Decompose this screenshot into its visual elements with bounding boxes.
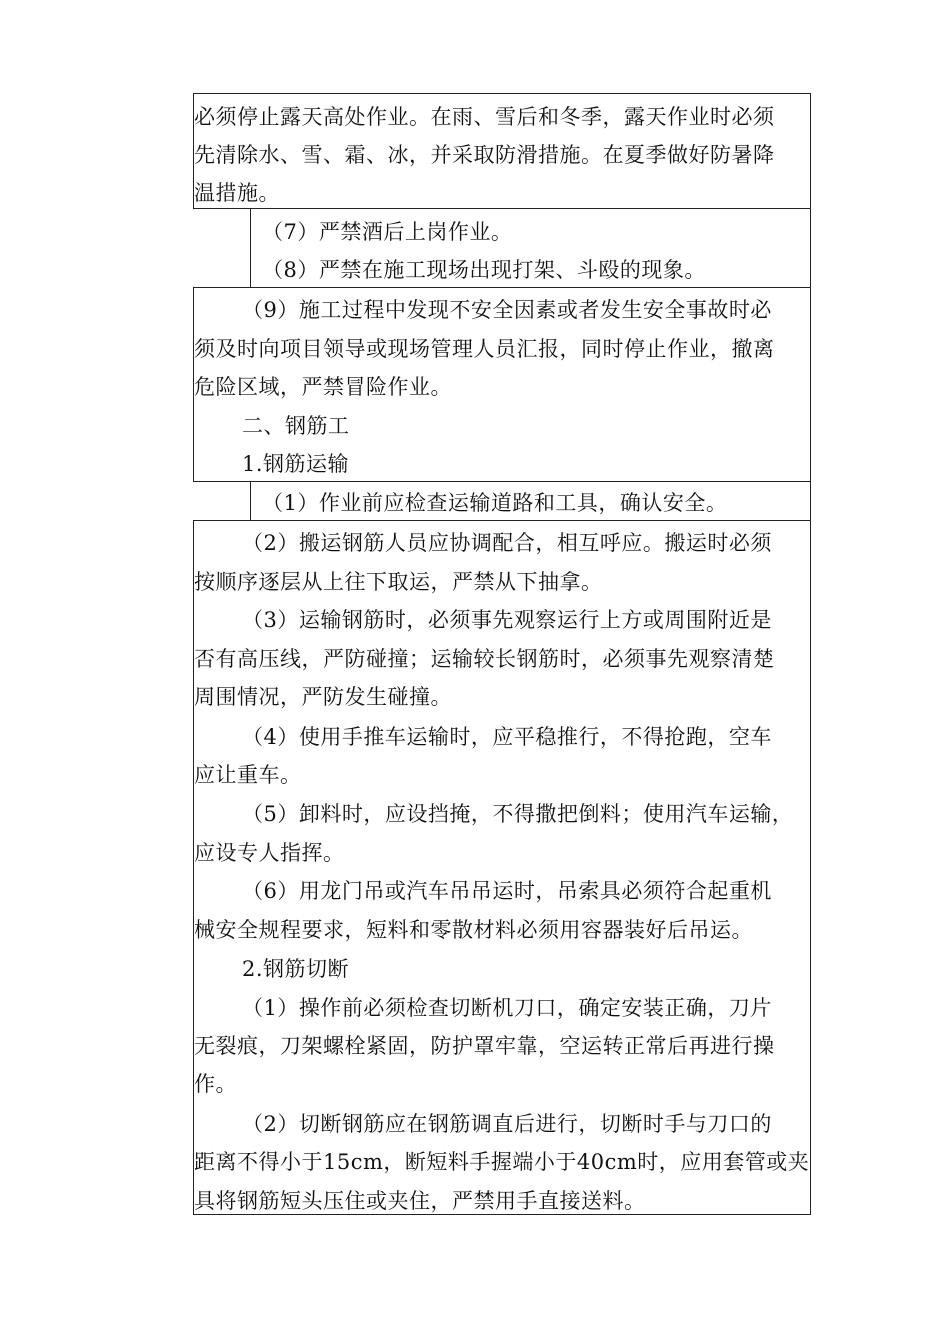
text-line: 械安全规程要求，短料和零散材料必须用容器装好后吊运。 — [194, 918, 753, 942]
text-line: 否有高压线，严防碰撞；运输较长钢筋时，必须事先观察清楚 — [194, 647, 775, 671]
text-line: （2）切断钢筋应在钢筋调直后进行，切断时手与刀口的 — [242, 1112, 772, 1136]
text-line: 应设专人指挥。 — [194, 841, 345, 865]
text-line: （4）使用手推车运输时，应平稳推行，不得抢跑，空车 — [242, 725, 772, 749]
text-line: （1）作业前应检查运输道路和工具，确认安全。 — [262, 491, 728, 515]
text-line: （5）卸料时，应设挡掩，不得撒把倒料；使用汽车运输， — [242, 802, 794, 826]
text-line: 应让重车。 — [194, 763, 302, 787]
text-line: 先清除水、雪、霜、冰，并采取防滑措施。在夏季做好防暑降 — [194, 143, 775, 167]
text-line: （2）搬运钢筋人员应协调配合，相互呼应。搬运时必须 — [242, 531, 772, 555]
text-line: 必须停止露天高处作业。在雨、雪后和冬季，露天作业时必须 — [194, 105, 775, 129]
text-line: 距离不得小于15cm，断短料手握端小于40cm时，应用套管或夹 — [194, 1150, 810, 1174]
text-line: （7）严禁酒后上岗作业。 — [262, 220, 513, 244]
section-heading: 二、钢筋工 — [242, 414, 350, 438]
text-line: （9）施工过程中发现不安全因素或者发生安全事故时必 — [242, 298, 772, 322]
text-line: 具将钢筋短头压住或夹住，严禁用手直接送料。 — [194, 1189, 646, 1213]
text-line: 须及时向项目领导或现场管理人员汇报，同时停止作业，撤离 — [194, 337, 775, 361]
text-line: （1）操作前必须检查切断机刀口，确定安装正确，刀片 — [242, 996, 772, 1020]
text-line: 按顺序逐层从上往下取运，严禁从下抽拿。 — [194, 570, 603, 594]
subsection-heading: 1.钢筋运输 — [242, 452, 350, 476]
text-line: （6）用龙门吊或汽车吊吊运时，吊索具必须符合起重机 — [242, 879, 772, 903]
text-line: 危险区域，严禁冒险作业。 — [194, 375, 452, 399]
text-line: 作。 — [194, 1072, 237, 1096]
text-line: 周围情况，严防发生碰撞。 — [194, 685, 452, 709]
text-line: （3）运输钢筋时，必须事先观察运行上方或周围附近是 — [242, 608, 772, 632]
text-line: 温措施。 — [194, 181, 280, 205]
text-line: 无裂痕，刀架螺栓紧固，防护罩牢靠，空运转正常后再进行操 — [194, 1034, 775, 1058]
subsection-heading: 2.钢筋切断 — [242, 957, 350, 981]
text-line: （8）严禁在施工现场出现打架、斗殴的现象。 — [262, 258, 706, 282]
